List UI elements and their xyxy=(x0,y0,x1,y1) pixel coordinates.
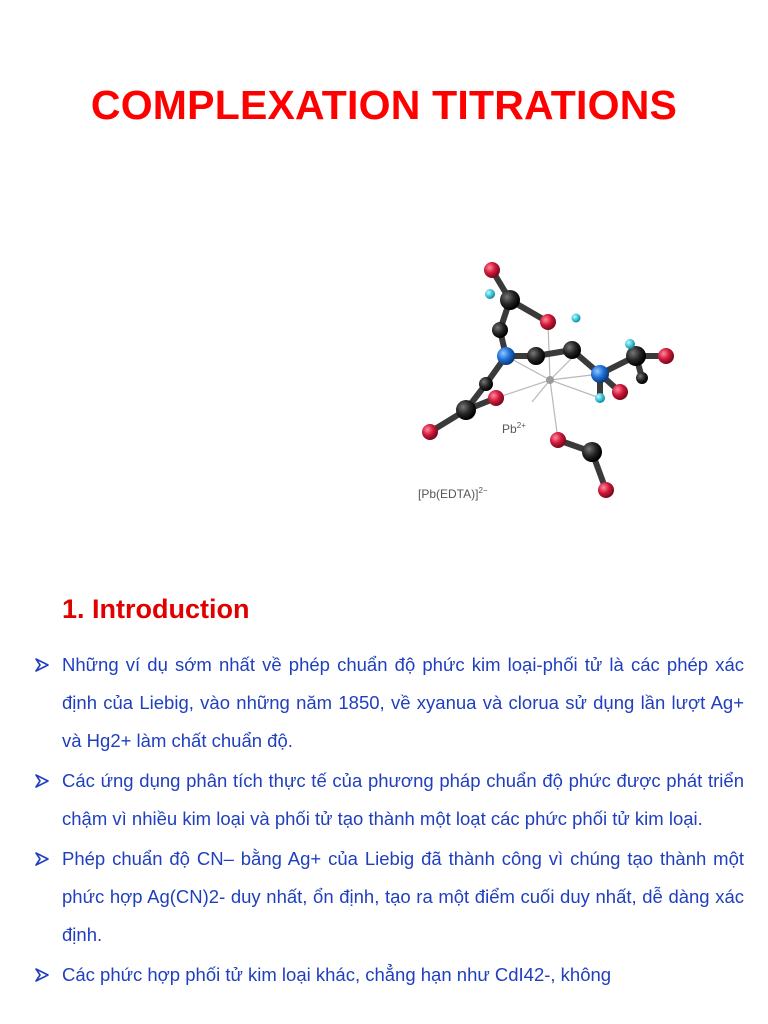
metal-ion-label: $Pb^{2+}$ xyxy=(502,421,526,436)
complex-formula-label: [Pb(EDTA)]$^{2-}$ xyxy=(418,486,488,501)
bullet-text: Các phức hợp phối tử kim loại khác, chẳng hạn như CdI42-, không xyxy=(62,964,612,985)
arrowhead-bullet-icon xyxy=(34,956,54,994)
arrowhead-bullet-icon xyxy=(34,762,54,800)
bullet-text: Những ví dụ sớm nhất về phép chuẩn độ phức kim loại-phối tử là các phép xác định của Liebig, vào những năm 1850, về xyanua và clorua sử dụng lần lượt Ag+ và Hg2+ làm chất chuẩn độ. xyxy=(62,654,744,751)
arrowhead-bullet-icon xyxy=(34,840,54,878)
slide-title: COMPLEXATION TITRATIONS xyxy=(90,82,678,128)
molecule-illustration xyxy=(410,252,690,512)
bullet-text: Các ứng dụng phân tích thực tế của phương pháp chuẩn độ phức được phát triển chậm vì nhiều kim loại và phối tử tạo thành một loạt các phức phối tử kim loại. xyxy=(62,770,744,829)
bullet-item xyxy=(34,762,744,838)
bullet-item xyxy=(34,646,744,760)
bullet-list xyxy=(34,646,744,996)
bullet-item xyxy=(34,956,744,994)
arrowhead-bullet-icon xyxy=(34,646,54,684)
pb-edta-complex-figure xyxy=(410,252,690,512)
section-heading: 1. Introduction xyxy=(62,594,250,624)
bullet-text: Phép chuẩn độ CN– bằng Ag+ của Liebig đã thành công vì chúng tạo thành một phức hợp Ag(CN)2- duy nhất, ổn định, tạo ra một điểm cuối duy nhất, dễ dàng xác định. xyxy=(62,848,744,945)
bullet-item xyxy=(34,840,744,954)
atoms xyxy=(422,262,674,498)
